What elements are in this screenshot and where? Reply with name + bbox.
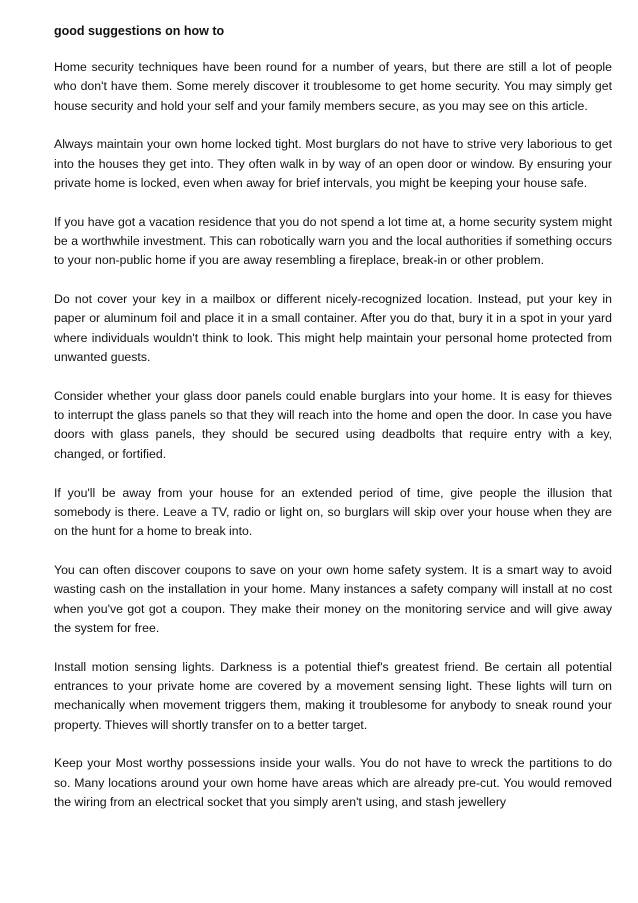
paragraph-4: Do not cover your key in a mailbox or different nicely-recognized location. Instead, put your key in paper or aluminum foil and place it in a small container. After you do that, bury it in a spot in your yard where individuals wouldn't think to look. This might help maintain your personal home protected from unwanted guests. bbox=[54, 292, 612, 365]
paragraph-8: Install motion sensing lights. Darkness is a potential thief's greatest friend. Be certain all potential entrances to your private home are covered by a movement sensing light. These lights will turn on mechanically when movement triggers them, making it troublesome for anybody to sneak round your property. Thieves will shortly transfer on to a better target. bbox=[54, 659, 612, 732]
paragraph-3: If you have got a vacation residence that you do not spend a lot time at, a home security system might be a worthwhile investment. This can robotically warn you and the local authorities if something occurs to your non-public home if you are away resembling a fireplace, break-in or other problem. bbox=[54, 214, 612, 268]
paragraph-1: Home security techniques have been round for a number of years, but there are still a lot of people who don't have them. Some merely discover it troublesome to get home security. You may simply get house security and hold your self and your family members secure, as you may see on this article. bbox=[54, 60, 612, 113]
document-page bbox=[54, 22, 612, 832]
paragraph-2: Always maintain your own home locked tight. Most burglars do not have to strive very laborious to get into the houses they get into. They often walk in by way of an open door or window. By ensuring your private home is locked, even when away for brief intervals, you might be keeping your house safe. bbox=[54, 137, 612, 190]
paragraph-9: Keep your Most worthy possessions inside your walls. You do not have to wreck the partitions to do so. Many locations around your own home have areas which are already pre-cut. You would removed the wiring from an electrical socket that you simply aren't using, and stash jewellery bbox=[54, 756, 612, 809]
paragraph-5: Consider whether your glass door panels could enable burglars into your home. It is easy for thieves to interrupt the glass panels so that they will reach into the home and open the door. In case you have doors with glass panels, they should be secured using deadbolts that require entry with a key, changed, or fortified. bbox=[54, 388, 612, 461]
paragraph-7: You can often discover coupons to save on your own home safety system. It is a smart way to avoid wasting cash on the installation in your home. Many instances a safety company will install at no cost when you've got got a coupon. They make their money on the monitoring service and will give away the system for free. bbox=[54, 562, 612, 635]
paragraph-6: If you'll be away from your house for an extended period of time, give people the illusion that somebody is there. Leave a TV, radio or light on, so burglars will skip over your house when they are on the hunt for a home to break into. bbox=[54, 485, 612, 539]
document-title: good suggestions on how to bbox=[54, 24, 225, 38]
